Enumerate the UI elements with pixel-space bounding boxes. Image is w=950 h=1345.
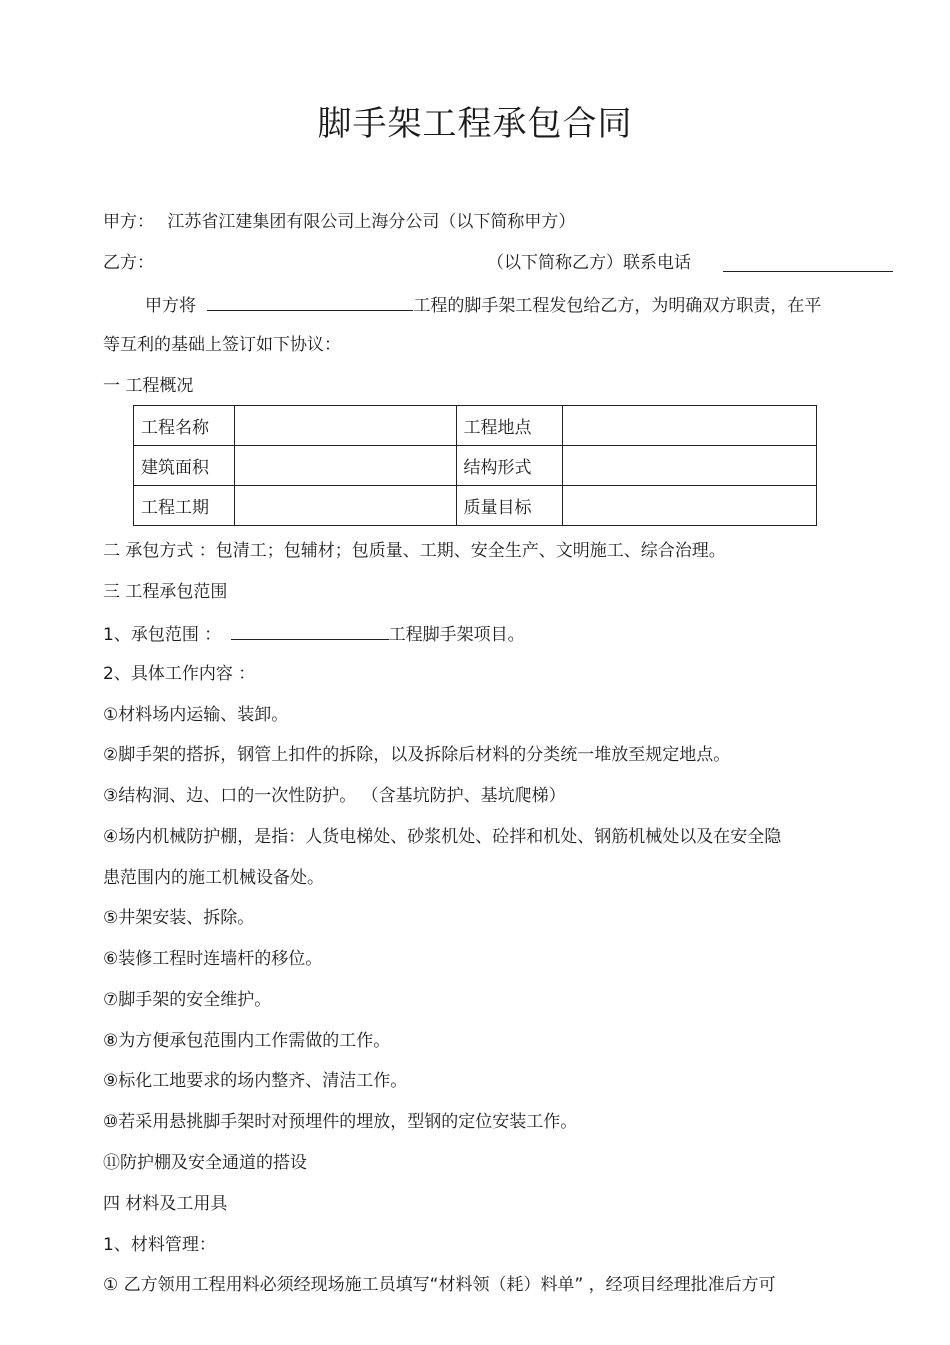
material-management-heading: 1、材料管理：: [103, 1235, 216, 1255]
intro-prefix: 甲方将: [145, 296, 196, 316]
table-cell[interactable]: [234, 446, 456, 486]
list-item: ④场内机械防护棚，是指：人货电梯处、砂浆机处、砼拌和机处、钢筋机械处以及在安全隐: [103, 827, 782, 847]
table-cell[interactable]: [563, 446, 817, 486]
phone-blank[interactable]: [723, 253, 893, 272]
intro-line-1: [145, 292, 821, 318]
list-item: ②脚手架的搭拆，钢管上扣件的拆除，以及拆除后材料的分类统一堆放至规定地点。: [103, 745, 731, 765]
table-row: [134, 486, 817, 526]
party-b-line: [103, 251, 898, 275]
scope-prefix: 1、承包范围 ：: [103, 625, 222, 645]
party-a-label: 甲方：: [103, 212, 154, 232]
table-cell: 结构形式: [456, 446, 563, 486]
project-overview-table: [133, 405, 817, 526]
list-item: ⑥装修工程时连墙杆的移位。: [103, 949, 323, 969]
intro-line-2: 等互利的基础上签订如下协议：: [103, 335, 341, 355]
section3-heading: 三 工程承包范围: [103, 582, 228, 602]
list-item: ⑤井架安装、拆除。: [103, 908, 255, 928]
intro-middle: 工程的脚手架工程发包给乙方，为明确双方职责，在平: [413, 296, 822, 316]
table-cell[interactable]: [234, 486, 456, 526]
table-cell: 工程工期: [134, 486, 235, 526]
scope-line: [103, 621, 525, 647]
table-cell[interactable]: [234, 406, 456, 446]
list-item: ① 乙方领用工程用料必须经现场施工员填写“材料领（耗）料单” ，经项目经理批准后方可: [103, 1275, 776, 1295]
list-item: 患范围内的施工机械设备处。: [103, 868, 324, 888]
document-title: 脚手架工程承包合同: [317, 104, 633, 144]
table-cell: 工程名称: [134, 406, 235, 446]
table-cell: 工程地点: [456, 406, 563, 446]
table-cell[interactable]: [563, 406, 817, 446]
work-content-heading: 2、具体工作内容 ：: [103, 664, 256, 684]
table-cell: 建筑面积: [134, 446, 235, 486]
list-item: ⑦脚手架的安全维护。: [103, 990, 272, 1010]
table-row: [134, 406, 817, 446]
section2-text: 二 承包方式 ：包清工；包辅材；包质量、工期、安全生产、文明施工、综合治理。: [103, 541, 726, 561]
list-item: ①材料场内运输、装卸。: [103, 705, 289, 725]
table-cell[interactable]: [563, 486, 817, 526]
list-item: ⑧为方便承包范围内工作需做的工作。: [103, 1031, 391, 1051]
list-item: ⑪防护棚及安全通道的搭设: [103, 1153, 307, 1173]
section4-heading: 四 材料及工用具: [103, 1194, 228, 1214]
party-b-label: 乙方：: [103, 253, 154, 273]
project-name-blank[interactable]: [207, 292, 413, 311]
table-cell: 质量目标: [456, 486, 563, 526]
section1-heading: 一 工程概况: [103, 376, 194, 396]
table-row: [134, 446, 817, 486]
list-item: ⑩若采用悬挑脚手架时对预埋件的埋放，型钢的定位安装工作。: [103, 1112, 578, 1132]
party-a-value: 江苏省江建集团有限公司上海分公司（以下简称甲方）: [167, 212, 576, 232]
scope-suffix: 工程脚手架项目。: [388, 625, 525, 645]
party-a-line: [103, 210, 575, 234]
party-b-suffix: （以下简称乙方）联系电话: [487, 253, 691, 273]
list-item: ⑨标化工地要求的场内整齐、清洁工作。: [103, 1071, 408, 1091]
list-item: ③结构洞、边、口的一次性防护。 （含基坑防护、基坑爬梯）: [103, 786, 566, 806]
scope-blank[interactable]: [231, 621, 389, 640]
